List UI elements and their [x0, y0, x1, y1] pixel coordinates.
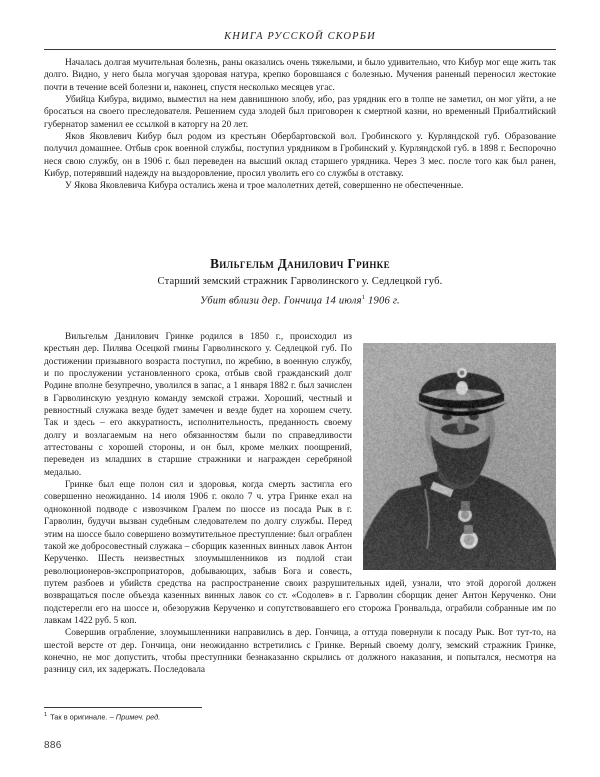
- paragraph: Убийца Кибура, видимо, выместил на нем давнишнюю злобу, ибо, раз урядник его в толпе не заметил, он мог уйти, а не бросаться на своего преследователя. Решением суда злодей был приговорен к смертной казни, но временный Прибалтийский губернатор заменил ее ссылкой в каторгу на 20 лет.: [44, 95, 556, 130]
- footnote-text: Так в оригинале. –: [50, 712, 116, 722]
- paragraph: У Якова Яковлевича Кибура остались жена и трое малолетних детей, совершенно не обеспеченные.: [65, 181, 464, 192]
- portrait-image: [363, 343, 556, 570]
- death-prefix: Убит вблизи дер. Гончица 14 июля: [200, 295, 362, 307]
- top-text-block: [44, 57, 556, 193]
- death-suffix: 1906 г.: [365, 295, 400, 307]
- section-heading: [44, 256, 556, 309]
- footnote-number: 1: [44, 712, 48, 718]
- person-role: Старший земский стражник Гарволинского у. Седлецкой губ.: [157, 276, 443, 287]
- header-rule: [44, 49, 556, 50]
- person-name: Вильгельм Данилович Гринке: [210, 256, 390, 271]
- person-death-line: [44, 290, 556, 309]
- footnote-editor-note: Примеч. ред.: [115, 712, 161, 722]
- footnote: [44, 710, 556, 722]
- footnote-marker: 1: [361, 294, 366, 301]
- portrait-photo: [363, 343, 556, 570]
- paragraph: Началась долгая мучительная болезнь, раны оказались очень тяжелыми, и было удивительно, что Кибур мог еще жить так долго. Видно, у него была могучая здоровая натура, крепко боровшаяся с болезнью. Мучения раненый переносил жестокие почти в течение всей болезни и, наконец, спустя несколько месяцев угас.: [44, 58, 556, 93]
- paragraph: Вильгельм Данилович Гринке родился в 1850 г., происходил из крестьян дер. Пилява Осецкой гмины Гарволинского у. Седлецкой губ. По достижении призывного возраста поступил, по жребию, в военную службу, и по прослужении установленного срока, отбыв свой гражданский долг Родине вполне безупречно, уволился в запас, а 1 января 1882 г. был зачислен в Гарволинскую уездную команду земской стражи. Хороший, честный и ревностный служака везде будет замечен и везде будет на хорошем счету. Так и здесь – его аккуратность, исполнительность, преданность своему долгу и возлагаемым на него обязанностям были по справедливости аттестованы с хорошей стороны, и он был, кроме мелких поощрений, переведен из младших в старшие стражники и награжден серебряной медалью.: [44, 332, 352, 478]
- body-text-block: [44, 331, 556, 677]
- paragraph: Яков Яковлевич Кибур был родом из крестьян Обербартовской вол. Гробинского у. Курляндской губ. Образование получил домашнее. Отбыв срок военной службы, поступил урядником в Гробинский у. Курляндской губ. в 1898 г. Беспорочно неся свою службу, он в 1906 г. был переведен на высший оклад старшего урядника. Через 3 мес. после того как был ранен, Кибур, потерявший надежду на выздоровление, просил уволить его со службы в отставку.: [44, 132, 556, 180]
- footnote-rule: [44, 707, 202, 708]
- page-number: 886: [44, 740, 62, 751]
- paragraph: Совершив ограбление, злоумышленники направились в дер. Гончица, а оттуда повернули к посаду Рык. Вот тут-то, на шестой версте от дер. Гончица, они неожиданно встретились с Гринке. Верный своему долгу, земский стражник Гринке, конечно, не мог допустить, чтобы преступники безнаказанно скрылись от должного наказания, и попытался, несмотря на разницу сил, их задержать. Последовала: [44, 628, 556, 676]
- running-head: КНИГА РУССКОЙ СКОРБИ: [224, 31, 376, 42]
- paragraph: Гринке был еще полон сил и здоровья, когда смерть застигла его совершенно неожиданно. 14 июля 1906 г. около 7 ч. утра Гринке ехал на одноконной подводе с извозчиком Гралем по шоссе из посада Рык в г. Гарволин, будучи вызван судебным следователем по долгу службы. Перед этим на шоссе было совершено возмутительное преступление: был ограблен такой же добросовестный служака – сборщик казенных винных лавок Антон Керученко. Шесть неизвестных злоумышленников из подлой стаи революционеров-экспроприаторов, добывающих, забыв Бога и совесть, путем разбоев и убийств средства на распространение своих разрушительных идей, узнали, что этой дорогой должен возвращаться после объезда казенных винных лавок со ст. «Содолев» в г. Гарволин сборщик денег Антон Керученко. Они подстерегли его на шоссе и, обезоружив Керученко и сопутствовавшего его сторожа Гронвальда, ограбили собранные им по лавкам 1422 руб. 5 коп.: [44, 480, 556, 626]
